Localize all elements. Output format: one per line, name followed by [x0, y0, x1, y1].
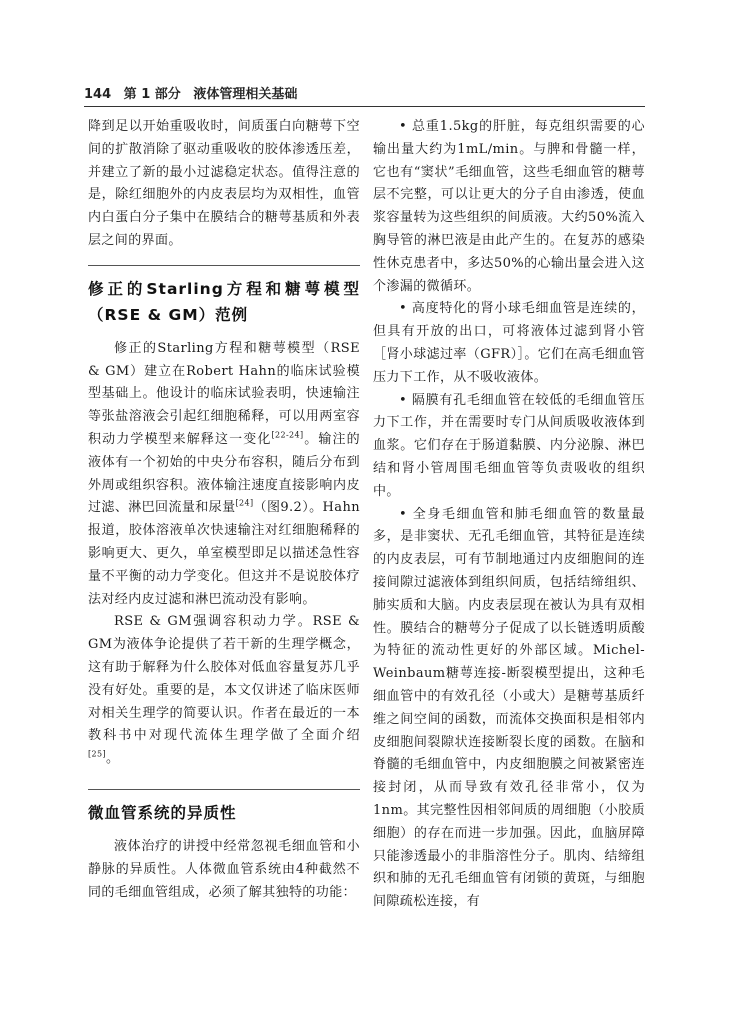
bullet-continuous: • 全身毛细血管和肺毛细血管的数量最多，是非窦状、无孔毛细血管，其特征是连续的内皮表层，可有节制地通过内皮细胞间的连接间隙过滤液体到组织间质，包括结缔组织、肺实质和大脑。内皮表层现在被认为具有双相性。膜结合的糖萼分子促成了以长链透明质酸为特征的流动性更好的外部区域。Michel-Weinbaum糖萼连接-断裂模型提出，这种毛细血管中的有效孔径（小或大）是糖萼基质纤维之间空间的函数，而流体交换面积是相邻内皮细胞间裂隙状连接断裂长度的函数。在脑和脊髓的毛细血管中，内皮细胞膜之间被紧密连接封闭，从而导致有效孔径非常小，仅为1nm。其完整性因相邻间质的周细胞（小胶质细胞）的存在而进一步加强。因此，血脑屏障只能渗透最小的非脂溶性分子。肌肉、结缔组织和肺的无孔毛细血管有闭锁的黄斑，与细胞间隙疏松连接，有: [373, 506, 645, 910]
section-rse-gm: [88, 265, 360, 328]
paragraph-rse-gm-volume: [88, 611, 360, 771]
text-run: 修正的Starling方程和糖萼模型（RSE & GM）建立在Robert Hahn的临床试验模型基础上。他设计的临床试验表明，快速输注等张盐溶液会引起红细胞稀释，可以用两室容积动力学模型来解释这一变化: [88, 340, 360, 447]
paragraph-rse-gm-intro: [88, 338, 360, 612]
reference-24: [24]: [235, 499, 254, 509]
bullet-liver-sinusoidal: • 总重1.5kg的肝脏，每克组织需要的心输出量大约为1mL/min。与脾和骨髓一样，它也有“窦状”毛细血管，这些毛细血管的糖萼层不完整，可以让更大的分子自由渗透，使血浆容量转为这些组织的间质液。大约50%流入胸导管的淋巴液是由此产生的。在复苏的感染性休克患者中，多达50%的心输出量会进入这个渗漏的微循环。: [373, 119, 645, 294]
text-run: 。: [106, 751, 120, 767]
page-number: 144: [84, 87, 112, 102]
reference-25: [25]: [88, 749, 107, 759]
bullet-glomerular: • 高度特化的肾小球毛细血管是连续的，但具有开放的出口，可将液体过滤到肾小管［肾小球滤过率（GFR）］。它们在高毛细血管压力下工作，从不吸收液体。: [373, 301, 645, 385]
section-heading-rse-gm: 修正的Starling方程和糖萼模型（RSE & GM）范例: [88, 279, 360, 324]
text-run: （图9.2）。Hahn报道，胶体溶液单次快速输注对红细胞稀释的影响更大、更久，单室模型即足以描述急性容量不平衡的动力学变化。但这并不是说胶体疗法对经内皮过滤和淋巴流动没有影响。: [88, 500, 360, 607]
section-heading-heterogeneity: 微血管系统的异质性: [88, 803, 237, 822]
text-run: 。输注的液体有一个初始的中央分布容积，随后分布到外周或组织容积。液体输注速度直接影响内皮过滤、淋巴回流量和尿量: [88, 431, 360, 516]
part-title: 液体管理相关基础: [193, 87, 298, 102]
bullet-fenestrated: • 隔膜有孔毛细血管在较低的毛细血管压力下工作，并在需要时专门从间质吸收液体到血浆。它们存在于肠道黏膜、内分泌腺、淋巴结和肾小管周围毛细血管等负责吸收的组织中。: [373, 392, 645, 499]
running-header: [84, 83, 644, 102]
paragraph-continuation: 降到足以开始重吸收时，间质蛋白向糖萼下空间的扩散消除了驱动重吸收的胶体渗透压差，并建立了新的最小过滤稳定状态。值得注意的是，除红细胞外的内皮表层均为双相性，血管内白蛋白分子集中在膜结合的糖萼基质和外表层之间的界面。: [88, 119, 360, 248]
left-column: [88, 116, 360, 904]
header-rule: [84, 106, 645, 107]
text-run: RSE & GM强调容积动力学。RSE & GM为液体争论提供了若干新的生理学概念，这有助于解释为什么胶体对低血容量复苏几乎没有好处。重要的是，本文仅讲述了临床医师对相关生理学的简要认识。作者在最近的一本教科书中对现代流体生理学做了全面介绍: [88, 614, 360, 744]
section-heterogeneity: [88, 789, 360, 826]
part-label: 第 1 部分: [123, 87, 181, 102]
right-column: [373, 116, 645, 914]
paragraph-heterogeneity: 液体治疗的讲授中经常忽视毛细血管和小静脉的异质性。人体微血管系统由4种截然不同的毛细血管组成，必须了解其独特的功能：: [88, 838, 360, 900]
reference-22-24: [22-24]: [271, 430, 304, 440]
